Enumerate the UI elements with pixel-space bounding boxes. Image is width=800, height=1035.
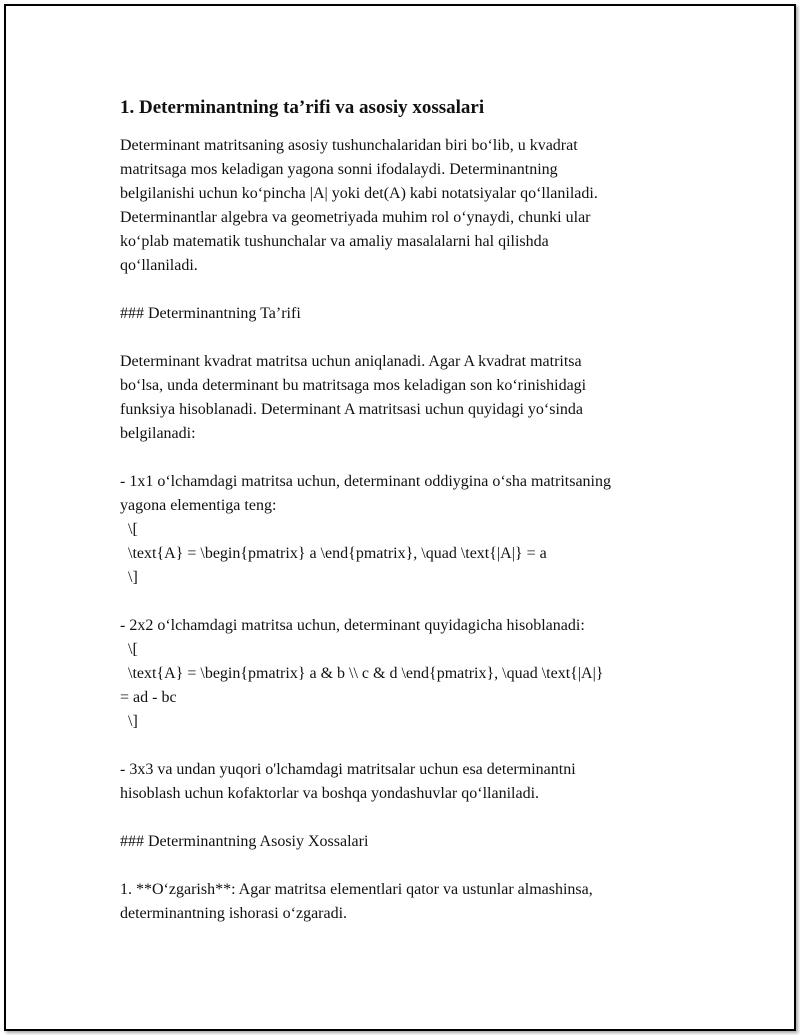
equation-1-body: \text{A} = \begin{pmatrix} a \end{pmatrix}, \quad \text{|A|} = a xyxy=(128,545,547,562)
list-item-3x3: - 3x3 va undan yuqori o'lchamdagi matritsalar uchun esa determinantni hisoblash uchun kofaktorlar va boshqa yondashuvlar qo‘llaniladi. xyxy=(120,761,576,802)
document-content xyxy=(120,96,690,926)
equation-2-body: \text{A} = \begin{pmatrix} a & b \\ c & d \end{pmatrix}, \quad \text{|A|} xyxy=(128,665,604,682)
heading-xossalari: ### Determinantning Asosiy Xossalari xyxy=(120,833,369,850)
equation-2-open: \[ xyxy=(128,641,138,658)
tarifi-paragraph: Determinant kvadrat matritsa uchun aniqlanadi. Agar A kvadrat matritsa bo‘lsa, unda determinant bu matritsaga mos keladigan son ko‘rinishidagi funksiya hisoblanadi. Determinant A matritsasi uchun quyidagi yo‘sinda belgilanadi: xyxy=(120,353,587,442)
list-item-2x2: - 2x2 o‘lchamdagi matritsa uchun, determinant quyidagicha hisoblanadi: xyxy=(120,617,585,634)
equation-1-open: \[ xyxy=(128,521,138,538)
heading-tarifi: ### Determinantning Ta’rifi xyxy=(120,305,301,322)
document-page xyxy=(4,4,796,1031)
equation-2-close: \] xyxy=(128,713,138,730)
equation-1-close: \] xyxy=(128,569,138,586)
property-1: 1. **O‘zgarish**: Agar matritsa elementlari qator va ustunlar almashinsa, determinantning ishorasi o‘zgaradi. xyxy=(120,881,593,922)
list-item-1x1: - 1x1 o‘lchamdagi matritsa uchun, determinant oddiygina o‘sha matritsaning yagona elementiga teng: xyxy=(120,473,611,514)
intro-paragraph: Determinant matritsaning asosiy tushunchalaridan biri bo‘lib, u kvadrat matritsaga mos keladigan yagona sonni ifodalaydi. Determinantning belgilanishi uchun ko‘pincha |A| yoki det(A) kabi notatsiyalar qo‘llaniladi. Determinantlar algebra va geometriyada muhim rol o‘ynaydi, chunki ular ko‘plab matematik tushunchalar va amaliy masalalarni hal qilishda qo‘llaniladi. xyxy=(120,137,598,274)
section-title: 1. Determinantning ta’rifi va asosiy xossalari xyxy=(120,97,485,118)
equation-2-continuation: = ad - bc xyxy=(120,689,177,706)
